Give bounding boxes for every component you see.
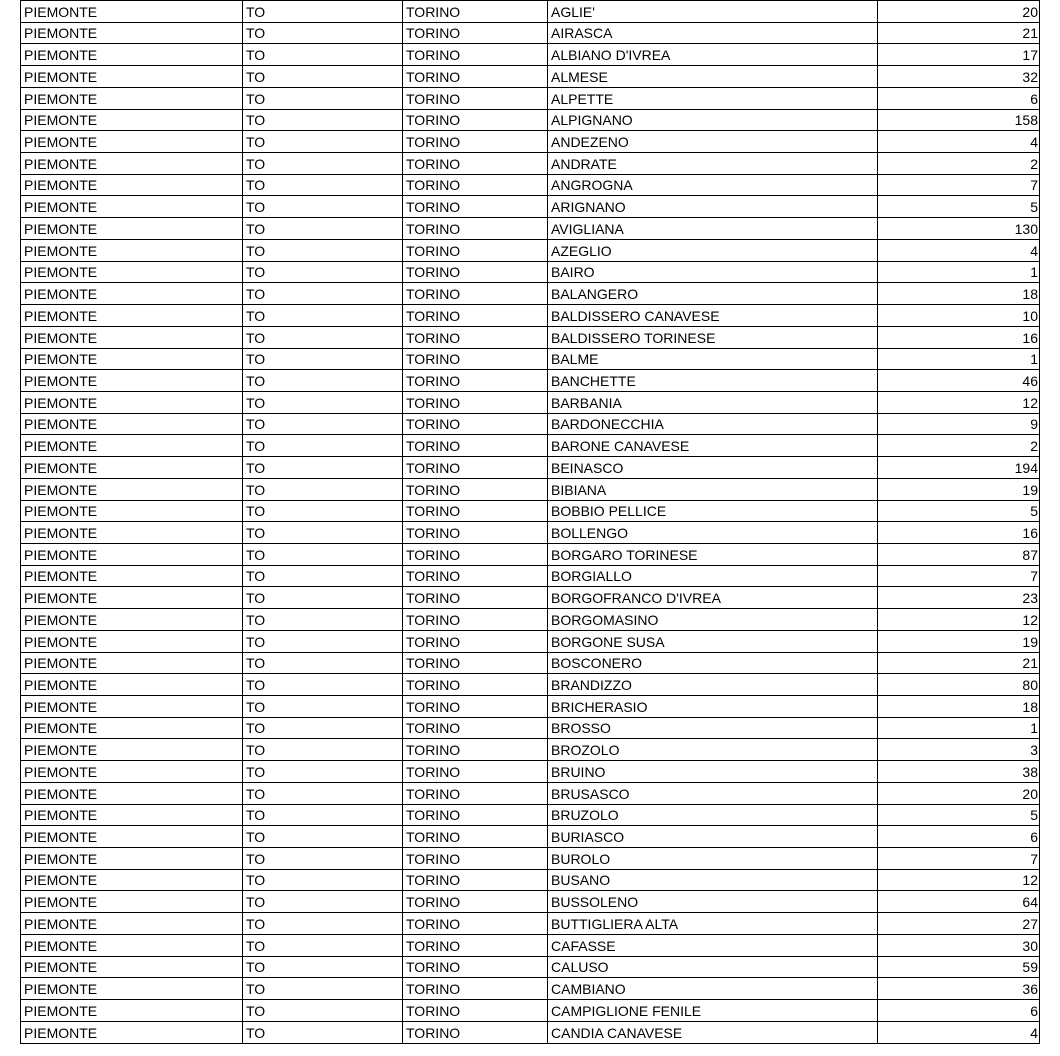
province-code-cell[interactable]: TO	[243, 543, 403, 565]
province-code-cell[interactable]: TO	[243, 891, 403, 913]
region-cell[interactable]: PIEMONTE	[21, 956, 243, 978]
municipality-cell[interactable]: BALDISSERO TORINESE	[548, 326, 878, 348]
region-cell[interactable]: PIEMONTE	[21, 717, 243, 739]
municipality-cell[interactable]: BORGIALLO	[548, 565, 878, 587]
count-cell[interactable]: 59	[878, 956, 1040, 978]
count-cell[interactable]: 27	[878, 913, 1040, 935]
province-code-cell[interactable]: TO	[243, 761, 403, 783]
region-cell[interactable]: PIEMONTE	[21, 826, 243, 848]
province-cell[interactable]: TORINO	[403, 218, 548, 240]
count-cell[interactable]: 12	[878, 391, 1040, 413]
table-row	[21, 782, 1040, 804]
count-cell[interactable]: 19	[878, 630, 1040, 652]
table-row	[21, 109, 1040, 131]
table-row	[21, 804, 1040, 826]
region-cell[interactable]: PIEMONTE	[21, 283, 243, 305]
province-cell[interactable]: TORINO	[403, 761, 548, 783]
province-code-cell[interactable]: TO	[243, 131, 403, 153]
count-cell[interactable]: 6	[878, 1000, 1040, 1022]
count-cell[interactable]: 30	[878, 934, 1040, 956]
province-cell[interactable]: TORINO	[403, 131, 548, 153]
province-cell[interactable]: TORINO	[403, 22, 548, 44]
province-code-cell[interactable]: TO	[243, 500, 403, 522]
province-cell[interactable]: TORINO	[403, 457, 548, 479]
region-cell[interactable]: PIEMONTE	[21, 370, 243, 392]
province-cell[interactable]: TORINO	[403, 1021, 548, 1043]
municipality-cell[interactable]: BALDISSERO CANAVESE	[548, 305, 878, 327]
region-cell[interactable]: PIEMONTE	[21, 804, 243, 826]
table-row	[21, 22, 1040, 44]
table-row	[21, 1000, 1040, 1022]
table-row	[21, 44, 1040, 66]
province-cell[interactable]: TORINO	[403, 978, 548, 1000]
spreadsheet-table	[20, 0, 1040, 1044]
municipality-cell[interactable]: BRUZOLO	[548, 804, 878, 826]
table-row	[21, 630, 1040, 652]
province-cell[interactable]: TORINO	[403, 348, 548, 370]
table-row	[21, 717, 1040, 739]
region-cell[interactable]: PIEMONTE	[21, 239, 243, 261]
count-cell[interactable]: 158	[878, 109, 1040, 131]
province-cell[interactable]: TORINO	[403, 305, 548, 327]
table-row	[21, 87, 1040, 109]
table-row	[21, 826, 1040, 848]
municipality-cell[interactable]: ALMESE	[548, 66, 878, 88]
municipality-cell[interactable]: BORGOFRANCO D'IVREA	[548, 587, 878, 609]
table-row	[21, 457, 1040, 479]
province-cell[interactable]: TORINO	[403, 522, 548, 544]
count-cell[interactable]: 1	[878, 717, 1040, 739]
municipality-cell[interactable]: BORGONE SUSA	[548, 630, 878, 652]
province-code-cell[interactable]: TO	[243, 978, 403, 1000]
count-cell[interactable]: 4	[878, 1021, 1040, 1043]
province-cell[interactable]: TORINO	[403, 153, 548, 175]
province-code-cell[interactable]: TO	[243, 674, 403, 696]
count-cell[interactable]: 21	[878, 652, 1040, 674]
municipality-cell[interactable]: ALPIGNANO	[548, 109, 878, 131]
province-cell[interactable]: TORINO	[403, 109, 548, 131]
region-cell[interactable]: PIEMONTE	[21, 978, 243, 1000]
province-cell[interactable]: TORINO	[403, 391, 548, 413]
municipality-cell[interactable]: BROZOLO	[548, 739, 878, 761]
count-cell[interactable]: 20	[878, 782, 1040, 804]
count-cell[interactable]: 130	[878, 218, 1040, 240]
municipality-cell[interactable]: CAMBIANO	[548, 978, 878, 1000]
province-cell[interactable]: TORINO	[403, 587, 548, 609]
region-cell[interactable]: PIEMONTE	[21, 1021, 243, 1043]
province-code-cell[interactable]: TO	[243, 1, 403, 23]
province-code-cell[interactable]: TO	[243, 370, 403, 392]
region-cell[interactable]: PIEMONTE	[21, 652, 243, 674]
count-cell[interactable]: 36	[878, 978, 1040, 1000]
region-cell[interactable]: PIEMONTE	[21, 848, 243, 870]
region-cell[interactable]: PIEMONTE	[21, 457, 243, 479]
region-cell[interactable]: PIEMONTE	[21, 522, 243, 544]
table-row	[21, 174, 1040, 196]
count-cell[interactable]: 16	[878, 326, 1040, 348]
table-row	[21, 131, 1040, 153]
province-code-cell[interactable]: TO	[243, 1021, 403, 1043]
municipality-cell[interactable]: CANDIA CANAVESE	[548, 1021, 878, 1043]
province-code-cell[interactable]: TO	[243, 587, 403, 609]
province-cell[interactable]: TORINO	[403, 891, 548, 913]
province-code-cell[interactable]: TO	[243, 630, 403, 652]
table-row	[21, 891, 1040, 913]
table-row	[21, 435, 1040, 457]
table-row	[21, 674, 1040, 696]
province-code-cell[interactable]: TO	[243, 717, 403, 739]
count-cell[interactable]: 5	[878, 500, 1040, 522]
count-cell[interactable]: 2	[878, 153, 1040, 175]
region-cell[interactable]: PIEMONTE	[21, 153, 243, 175]
count-cell[interactable]: 87	[878, 543, 1040, 565]
province-code-cell[interactable]: TO	[243, 326, 403, 348]
table-row	[21, 761, 1040, 783]
region-cell[interactable]: PIEMONTE	[21, 348, 243, 370]
count-cell[interactable]: 10	[878, 305, 1040, 327]
municipality-cell[interactable]: ARIGNANO	[548, 196, 878, 218]
table-row	[21, 283, 1040, 305]
province-code-cell[interactable]: TO	[243, 869, 403, 891]
province-cell[interactable]: TORINO	[403, 326, 548, 348]
count-cell[interactable]: 32	[878, 66, 1040, 88]
region-cell[interactable]: PIEMONTE	[21, 66, 243, 88]
municipality-cell[interactable]: BURIASCO	[548, 826, 878, 848]
count-cell[interactable]: 2	[878, 435, 1040, 457]
count-cell[interactable]: 6	[878, 826, 1040, 848]
count-cell[interactable]: 20	[878, 1, 1040, 23]
province-code-cell[interactable]: TO	[243, 652, 403, 674]
count-cell[interactable]: 23	[878, 587, 1040, 609]
table-row	[21, 543, 1040, 565]
province-cell[interactable]: TORINO	[403, 413, 548, 435]
province-cell[interactable]: TORINO	[403, 674, 548, 696]
province-code-cell[interactable]: TO	[243, 435, 403, 457]
province-cell[interactable]: TORINO	[403, 739, 548, 761]
municipality-cell[interactable]: BRUSASCO	[548, 782, 878, 804]
province-cell[interactable]: TORINO	[403, 782, 548, 804]
province-code-cell[interactable]: TO	[243, 522, 403, 544]
table-row	[21, 913, 1040, 935]
table-row	[21, 848, 1040, 870]
province-cell[interactable]: TORINO	[403, 44, 548, 66]
region-cell[interactable]: PIEMONTE	[21, 109, 243, 131]
region-cell[interactable]: PIEMONTE	[21, 218, 243, 240]
province-code-cell[interactable]: TO	[243, 174, 403, 196]
municipality-cell[interactable]: BALANGERO	[548, 283, 878, 305]
region-cell[interactable]: PIEMONTE	[21, 782, 243, 804]
table-row	[21, 305, 1040, 327]
region-cell[interactable]: PIEMONTE	[21, 305, 243, 327]
region-cell[interactable]: PIEMONTE	[21, 435, 243, 457]
province-code-cell[interactable]: TO	[243, 804, 403, 826]
count-cell[interactable]: 6	[878, 87, 1040, 109]
province-code-cell[interactable]: TO	[243, 609, 403, 631]
province-cell[interactable]: TORINO	[403, 261, 548, 283]
municipality-cell[interactable]: BUSANO	[548, 869, 878, 891]
province-cell[interactable]: TORINO	[403, 370, 548, 392]
province-code-cell[interactable]: TO	[243, 109, 403, 131]
region-cell[interactable]: PIEMONTE	[21, 674, 243, 696]
municipality-cell[interactable]: AVIGLIANA	[548, 218, 878, 240]
province-code-cell[interactable]: TO	[243, 826, 403, 848]
count-cell[interactable]: 7	[878, 174, 1040, 196]
count-cell[interactable]: 12	[878, 869, 1040, 891]
count-cell[interactable]: 16	[878, 522, 1040, 544]
count-cell[interactable]: 18	[878, 283, 1040, 305]
municipality-cell[interactable]: ANDRATE	[548, 153, 878, 175]
municipality-cell[interactable]: AIRASCA	[548, 22, 878, 44]
region-cell[interactable]: PIEMONTE	[21, 543, 243, 565]
table-row	[21, 522, 1040, 544]
table-row	[21, 261, 1040, 283]
province-cell[interactable]: TORINO	[403, 913, 548, 935]
count-cell[interactable]: 5	[878, 196, 1040, 218]
province-cell[interactable]: TORINO	[403, 478, 548, 500]
municipality-cell[interactable]: AZEGLIO	[548, 239, 878, 261]
municipality-cell[interactable]: BRICHERASIO	[548, 696, 878, 718]
province-code-cell[interactable]: TO	[243, 22, 403, 44]
region-cell[interactable]: PIEMONTE	[21, 22, 243, 44]
province-code-cell[interactable]: TO	[243, 87, 403, 109]
table-row	[21, 739, 1040, 761]
province-code-cell[interactable]: TO	[243, 305, 403, 327]
region-cell[interactable]: PIEMONTE	[21, 326, 243, 348]
province-code-cell[interactable]: TO	[243, 696, 403, 718]
region-cell[interactable]: PIEMONTE	[21, 913, 243, 935]
municipality-cell[interactable]: BARBANIA	[548, 391, 878, 413]
municipality-cell[interactable]: ANGROGNA	[548, 174, 878, 196]
province-code-cell[interactable]: TO	[243, 218, 403, 240]
municipality-cell[interactable]: BORGARO TORINESE	[548, 543, 878, 565]
municipality-cell[interactable]: BANCHETTE	[548, 370, 878, 392]
province-code-cell[interactable]: TO	[243, 565, 403, 587]
municipality-cell[interactable]: CALUSO	[548, 956, 878, 978]
count-cell[interactable]: 80	[878, 674, 1040, 696]
table-row	[21, 66, 1040, 88]
region-cell[interactable]: PIEMONTE	[21, 739, 243, 761]
table-row	[21, 956, 1040, 978]
count-cell[interactable]: 9	[878, 413, 1040, 435]
municipality-cell[interactable]: BRUINO	[548, 761, 878, 783]
region-cell[interactable]: PIEMONTE	[21, 891, 243, 913]
region-cell[interactable]: PIEMONTE	[21, 630, 243, 652]
municipality-cell[interactable]: BUTTIGLIERA ALTA	[548, 913, 878, 935]
municipality-cell[interactable]: BUROLO	[548, 848, 878, 870]
province-cell[interactable]: TORINO	[403, 1, 548, 23]
table-row	[21, 348, 1040, 370]
table-row	[21, 934, 1040, 956]
count-cell[interactable]: 7	[878, 848, 1040, 870]
municipality-cell[interactable]: BRANDIZZO	[548, 674, 878, 696]
province-cell[interactable]: TORINO	[403, 717, 548, 739]
province-cell[interactable]: TORINO	[403, 283, 548, 305]
province-cell[interactable]: TORINO	[403, 543, 548, 565]
province-cell[interactable]: TORINO	[403, 500, 548, 522]
region-cell[interactable]: PIEMONTE	[21, 565, 243, 587]
table-row	[21, 196, 1040, 218]
region-cell[interactable]: PIEMONTE	[21, 500, 243, 522]
province-cell[interactable]: TORINO	[403, 87, 548, 109]
region-cell[interactable]: PIEMONTE	[21, 478, 243, 500]
count-cell[interactable]: 1	[878, 261, 1040, 283]
region-cell[interactable]: PIEMONTE	[21, 609, 243, 631]
province-cell[interactable]: TORINO	[403, 565, 548, 587]
region-cell[interactable]: PIEMONTE	[21, 174, 243, 196]
region-cell[interactable]: PIEMONTE	[21, 391, 243, 413]
table-row	[21, 391, 1040, 413]
table-row	[21, 326, 1040, 348]
municipality-cell[interactable]: BALME	[548, 348, 878, 370]
municipality-cell[interactable]: BOSCONERO	[548, 652, 878, 674]
region-cell[interactable]: PIEMONTE	[21, 761, 243, 783]
table-row	[21, 696, 1040, 718]
province-code-cell[interactable]: TO	[243, 913, 403, 935]
province-code-cell[interactable]: TO	[243, 44, 403, 66]
province-cell[interactable]: TORINO	[403, 804, 548, 826]
table-row	[21, 609, 1040, 631]
province-cell[interactable]: TORINO	[403, 1000, 548, 1022]
province-cell[interactable]: TORINO	[403, 869, 548, 891]
count-cell[interactable]: 46	[878, 370, 1040, 392]
province-code-cell[interactable]: TO	[243, 782, 403, 804]
province-code-cell[interactable]: TO	[243, 457, 403, 479]
province-cell[interactable]: TORINO	[403, 174, 548, 196]
municipality-cell[interactable]: CAFASSE	[548, 934, 878, 956]
table-row	[21, 1021, 1040, 1043]
table-row	[21, 153, 1040, 175]
count-cell[interactable]: 5	[878, 804, 1040, 826]
region-cell[interactable]: PIEMONTE	[21, 1, 243, 23]
count-cell[interactable]: 38	[878, 761, 1040, 783]
table-body	[21, 1, 1040, 1044]
region-cell[interactable]: PIEMONTE	[21, 261, 243, 283]
region-cell[interactable]: PIEMONTE	[21, 196, 243, 218]
table-row	[21, 978, 1040, 1000]
municipality-cell[interactable]: BAIRO	[548, 261, 878, 283]
count-cell[interactable]: 7	[878, 565, 1040, 587]
table-row	[21, 413, 1040, 435]
municipality-cell[interactable]: BUSSOLENO	[548, 891, 878, 913]
region-cell[interactable]: PIEMONTE	[21, 44, 243, 66]
count-cell[interactable]: 64	[878, 891, 1040, 913]
region-cell[interactable]: PIEMONTE	[21, 696, 243, 718]
province-code-cell[interactable]: TO	[243, 739, 403, 761]
count-cell[interactable]: 21	[878, 22, 1040, 44]
table-row	[21, 652, 1040, 674]
municipality-cell[interactable]: ANDEZENO	[548, 131, 878, 153]
region-cell[interactable]: PIEMONTE	[21, 934, 243, 956]
count-cell[interactable]: 18	[878, 696, 1040, 718]
province-code-cell[interactable]: TO	[243, 196, 403, 218]
municipality-cell[interactable]: CAMPIGLIONE FENILE	[548, 1000, 878, 1022]
province-code-cell[interactable]: TO	[243, 66, 403, 88]
province-cell[interactable]: TORINO	[403, 934, 548, 956]
province-code-cell[interactable]: TO	[243, 956, 403, 978]
table-row	[21, 478, 1040, 500]
count-cell[interactable]: 1	[878, 348, 1040, 370]
province-cell[interactable]: TORINO	[403, 196, 548, 218]
table-row	[21, 565, 1040, 587]
municipality-cell[interactable]: BOBBIO PELLICE	[548, 500, 878, 522]
municipality-cell[interactable]: AGLIE'	[548, 1, 878, 23]
municipality-cell[interactable]: ALBIANO D'IVREA	[548, 44, 878, 66]
count-cell[interactable]: 3	[878, 739, 1040, 761]
municipality-cell[interactable]: BROSSO	[548, 717, 878, 739]
municipality-cell[interactable]: BIBIANA	[548, 478, 878, 500]
municipality-cell[interactable]: BARONE CANAVESE	[548, 435, 878, 457]
province-code-cell[interactable]: TO	[243, 848, 403, 870]
table-row	[21, 239, 1040, 261]
municipality-cell[interactable]: BEINASCO	[548, 457, 878, 479]
municipality-cell[interactable]: ALPETTE	[548, 87, 878, 109]
table-row	[21, 587, 1040, 609]
province-cell[interactable]: TORINO	[403, 652, 548, 674]
province-code-cell[interactable]: TO	[243, 239, 403, 261]
table-row	[21, 218, 1040, 240]
province-cell[interactable]: TORINO	[403, 696, 548, 718]
count-cell[interactable]: 4	[878, 131, 1040, 153]
province-cell[interactable]: TORINO	[403, 609, 548, 631]
province-cell[interactable]: TORINO	[403, 66, 548, 88]
region-cell[interactable]: PIEMONTE	[21, 131, 243, 153]
region-cell[interactable]: PIEMONTE	[21, 87, 243, 109]
count-cell[interactable]: 194	[878, 457, 1040, 479]
count-cell[interactable]: 19	[878, 478, 1040, 500]
region-cell[interactable]: PIEMONTE	[21, 869, 243, 891]
region-cell[interactable]: PIEMONTE	[21, 413, 243, 435]
province-cell[interactable]: TORINO	[403, 239, 548, 261]
province-code-cell[interactable]: TO	[243, 153, 403, 175]
region-cell[interactable]: PIEMONTE	[21, 587, 243, 609]
province-code-cell[interactable]: TO	[243, 413, 403, 435]
province-code-cell[interactable]: TO	[243, 391, 403, 413]
region-cell[interactable]: PIEMONTE	[21, 1000, 243, 1022]
province-code-cell[interactable]: TO	[243, 348, 403, 370]
table-row	[21, 1, 1040, 23]
municipality-cell[interactable]: BARDONECCHIA	[548, 413, 878, 435]
province-cell[interactable]: TORINO	[403, 435, 548, 457]
count-cell[interactable]: 12	[878, 609, 1040, 631]
table-row	[21, 370, 1040, 392]
province-cell[interactable]: TORINO	[403, 630, 548, 652]
province-code-cell[interactable]: TO	[243, 261, 403, 283]
province-code-cell[interactable]: TO	[243, 283, 403, 305]
table-row	[21, 500, 1040, 522]
province-code-cell[interactable]: TO	[243, 1000, 403, 1022]
province-code-cell[interactable]: TO	[243, 934, 403, 956]
count-cell[interactable]: 4	[878, 239, 1040, 261]
table-row	[21, 869, 1040, 891]
province-cell[interactable]: TORINO	[403, 956, 548, 978]
municipality-cell[interactable]: BORGOMASINO	[548, 609, 878, 631]
province-cell[interactable]: TORINO	[403, 826, 548, 848]
municipality-cell[interactable]: BOLLENGO	[548, 522, 878, 544]
province-code-cell[interactable]: TO	[243, 478, 403, 500]
count-cell[interactable]: 17	[878, 44, 1040, 66]
province-cell[interactable]: TORINO	[403, 848, 548, 870]
